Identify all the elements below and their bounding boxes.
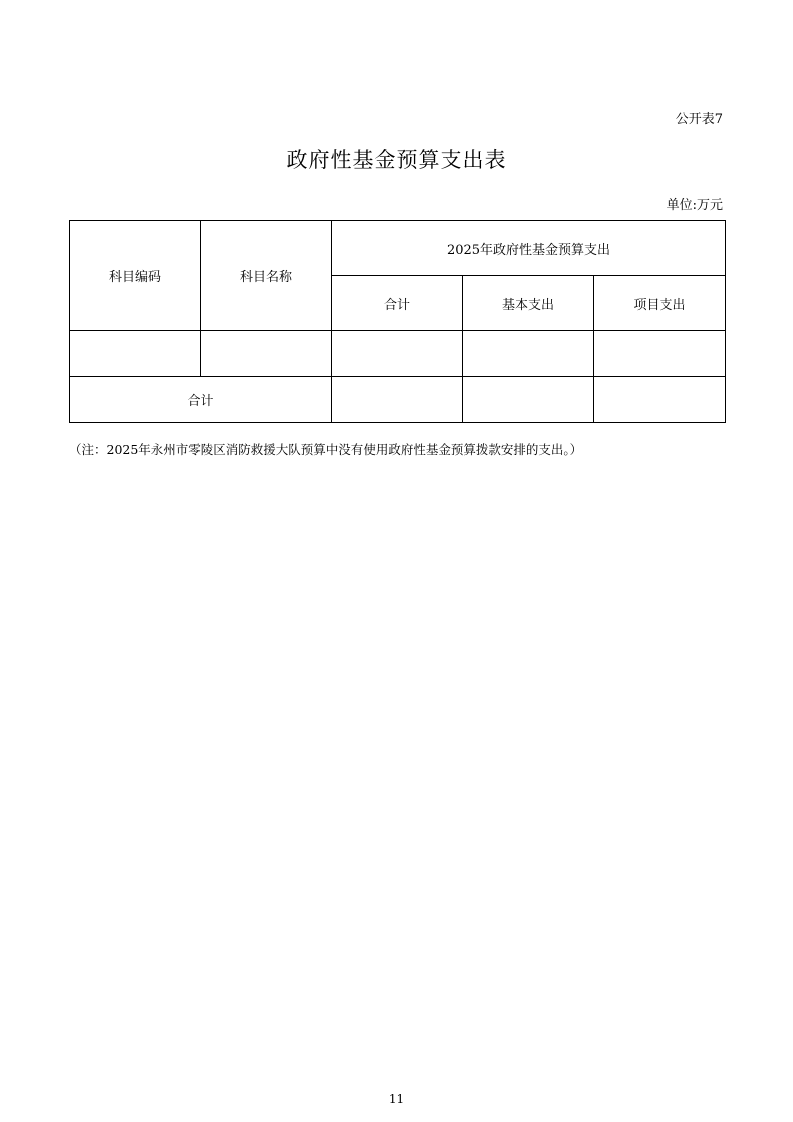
cell-name xyxy=(201,331,332,377)
header-budget-group: 2025年政府性基金预算支出 xyxy=(332,221,726,276)
header-total: 合计 xyxy=(332,276,463,331)
table-header-row xyxy=(70,221,726,276)
unit-label: 单位:万元 xyxy=(666,198,723,213)
cell-total xyxy=(332,331,463,377)
budget-table xyxy=(69,220,726,423)
form-number: 公开表7 xyxy=(675,112,723,127)
header-subject-code: 科目编码 xyxy=(70,221,201,331)
page-number: 11 xyxy=(388,1092,405,1106)
table-total-row xyxy=(70,377,726,423)
cell-basic xyxy=(463,331,594,377)
header-project: 项目支出 xyxy=(594,276,726,331)
total-row-project xyxy=(594,377,726,423)
header-basic: 基本支出 xyxy=(463,276,594,331)
cell-project xyxy=(594,331,726,377)
cell-code xyxy=(70,331,201,377)
header-subject-name: 科目名称 xyxy=(201,221,332,331)
page-title: 政府性基金预算支出表 xyxy=(286,148,507,172)
total-row-total xyxy=(332,377,463,423)
total-row-label: 合计 xyxy=(70,377,332,423)
table-row xyxy=(70,331,726,377)
total-row-basic xyxy=(463,377,594,423)
footnote: （注：2025年永州市零陵区消防救援大队预算中没有使用政府性基金预算拨款安排的支出。） xyxy=(69,442,583,457)
